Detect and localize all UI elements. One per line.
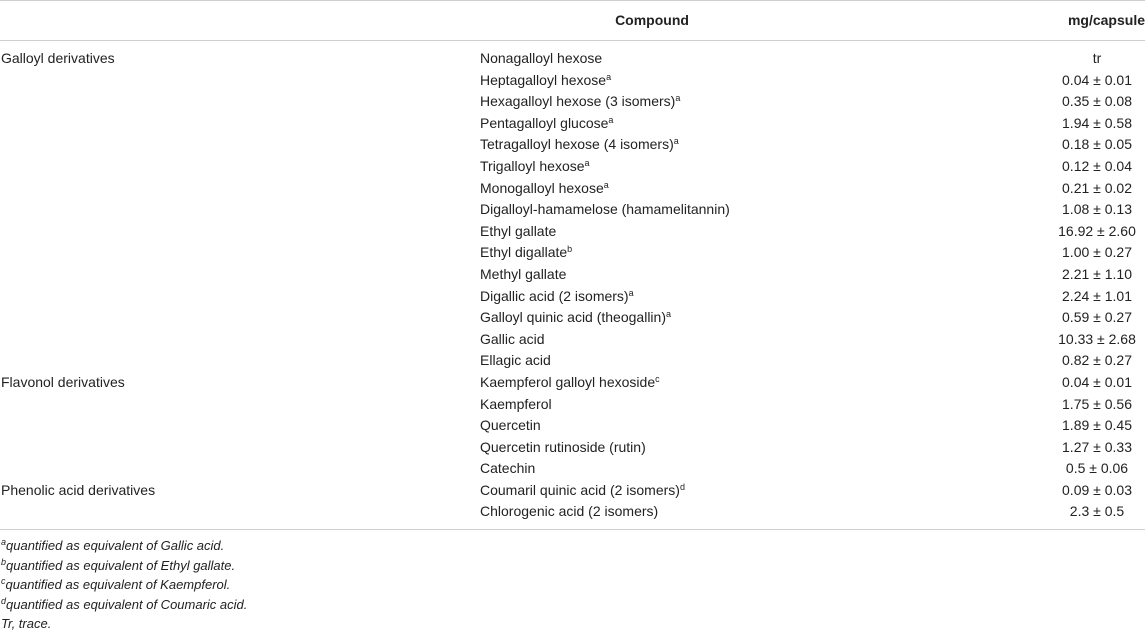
table-row [0, 350, 1145, 372]
footnote-text: Tr, trace. [1, 616, 52, 632]
table-row [0, 372, 1145, 394]
table-row [0, 501, 1145, 523]
row-mg-value: 1.27 ± 0.33 [1062, 438, 1132, 455]
row-mg-value: 0.12 ± 0.04 [1062, 157, 1132, 174]
footnote-mark: b [1, 556, 7, 567]
row-compound [480, 286, 634, 308]
row-compound-name: Trigalloyl hexose [480, 157, 585, 174]
table-row [0, 48, 1145, 70]
row-footnote-mark: a [584, 157, 590, 168]
row-compound [480, 178, 609, 200]
row-compound [480, 372, 660, 394]
row-mg-value: 1.00 ± 0.27 [1062, 244, 1132, 261]
row-compound-name: Monogalloyl hexose [480, 179, 604, 196]
row-compound [480, 91, 680, 113]
table-row [0, 178, 1145, 200]
table-row [0, 242, 1145, 264]
table-row [0, 286, 1145, 308]
row-compound [480, 394, 552, 416]
row-compound-name: Hexagalloyl hexose (3 isomers) [480, 93, 676, 110]
row-compound-name: Kaempferol galloyl hexoside [480, 373, 656, 390]
row-compound [480, 501, 658, 523]
row-compound-name: Methyl gallate [480, 265, 567, 282]
footnote-text: quantified as equivalent of Ethyl gallate. [6, 557, 236, 573]
footnote [1, 595, 247, 615]
row-mg-value: 2.21 ± 1.10 [1062, 265, 1132, 282]
row-compound [480, 350, 551, 372]
table-row [0, 329, 1145, 351]
footnote [1, 614, 247, 634]
row-compound-name: Pentagalloyl glucose [480, 114, 609, 131]
table-row [0, 415, 1145, 437]
footnote [1, 575, 247, 595]
row-compound [480, 48, 602, 70]
row-compound [480, 221, 556, 243]
row-mg-value: 0.82 ± 0.27 [1062, 352, 1132, 369]
row-compound [480, 134, 679, 156]
header-compound: Compound [615, 12, 689, 28]
row-footnote-mark: a [603, 179, 609, 190]
row-compound-name: Ethyl digallate [480, 244, 568, 261]
row-compound-name: Ethyl gallate [480, 222, 557, 239]
row-mg-value: tr [1092, 50, 1102, 66]
row-compound-name: Catechin [480, 460, 536, 477]
row-compound [480, 480, 685, 502]
table-row [0, 199, 1145, 221]
row-mg-value: 0.18 ± 0.05 [1062, 136, 1132, 153]
row-footnote-mark: a [628, 287, 634, 298]
row-mg-value: 0.35 ± 0.08 [1062, 93, 1132, 110]
footnote-mark: a [1, 537, 7, 547]
row-category: Galloyl derivatives [1, 50, 115, 66]
row-mg-value: 2.24 ± 1.01 [1062, 287, 1132, 304]
row-compound [480, 113, 613, 135]
row-compound [480, 242, 572, 264]
row-compound-name: Gallic acid [480, 330, 545, 347]
table-row [0, 307, 1145, 329]
row-compound-name: Digallic acid (2 isomers) [480, 287, 629, 304]
row-category: Flavonol derivatives [1, 373, 125, 390]
row-footnote-mark: a [606, 71, 612, 82]
row-category: Phenolic acid derivatives [1, 481, 156, 498]
row-mg-value: 16.92 ± 2.60 [1058, 222, 1136, 239]
table-bottom-rule [0, 529, 1145, 530]
row-compound-name: Ellagic acid [480, 352, 551, 369]
row-footnote-mark: a [675, 93, 681, 104]
row-compound [480, 329, 545, 351]
row-footnote-mark: a [666, 309, 672, 320]
row-footnote-mark: a [608, 114, 614, 125]
footnote-text: quantified as equivalent of Coumaric acid. [6, 596, 248, 612]
row-compound-name: Quercetin rutinoside (rutin) [480, 438, 646, 455]
row-mg-value: 1.89 ± 0.45 [1062, 417, 1132, 434]
row-compound [480, 199, 730, 221]
footnote-mark: c [1, 576, 6, 587]
row-compound-name: Quercetin [480, 417, 541, 434]
row-compound [480, 156, 590, 178]
table-row [0, 156, 1145, 178]
table-row [0, 134, 1145, 156]
row-compound [480, 437, 646, 459]
footnote [1, 536, 247, 556]
row-footnote-mark: d [679, 481, 685, 492]
footnote-mark: d [1, 595, 7, 606]
table-footnotes [1, 536, 247, 634]
row-compound-name: Digalloyl-hamamelose (hamamelitannin) [480, 201, 730, 218]
row-mg-value: 2.3 ± 0.5 [1069, 503, 1125, 520]
header-mg-per-capsule: mg/capsule [1067, 12, 1145, 28]
row-mg-value: 0.59 ± 0.27 [1062, 309, 1132, 326]
row-compound-name: Chlorogenic acid (2 isomers) [480, 503, 659, 520]
row-compound [480, 307, 671, 329]
row-compound [480, 70, 611, 92]
row-compound [480, 415, 541, 437]
row-mg-value: 1.94 ± 0.58 [1062, 114, 1132, 131]
table-row [0, 480, 1145, 502]
footnote [1, 556, 247, 576]
row-compound [480, 458, 535, 480]
row-mg-value: 0.21 ± 0.02 [1062, 179, 1132, 196]
row-compound-name: Nonagalloyl hexose [480, 50, 603, 66]
table-header [0, 1, 1145, 39]
row-compound-name: Kaempferol [480, 395, 552, 412]
row-compound [480, 264, 566, 286]
table-row [0, 70, 1145, 92]
row-mg-value: 10.33 ± 2.68 [1058, 330, 1136, 347]
row-footnote-mark: a [673, 136, 679, 147]
row-mg-value: 0.09 ± 0.03 [1062, 481, 1132, 498]
row-compound-name: Heptagalloyl hexose [480, 71, 607, 88]
table-row [0, 394, 1145, 416]
table-row [0, 91, 1145, 113]
table-row [0, 113, 1145, 135]
table-row [0, 458, 1145, 480]
row-footnote-mark: b [567, 244, 573, 255]
row-compound-name: Galloyl quinic acid (theogallin) [480, 309, 666, 326]
row-mg-value: 0.04 ± 0.01 [1062, 71, 1132, 88]
footnote-text: quantified as equivalent of Gallic acid. [6, 538, 225, 553]
table-row [0, 264, 1145, 286]
row-mg-value: 0.04 ± 0.01 [1062, 373, 1132, 390]
row-mg-value: 1.08 ± 0.13 [1062, 201, 1132, 218]
table-body [0, 48, 1145, 523]
row-compound-name: Tetragalloyl hexose (4 isomers) [480, 136, 674, 153]
table-row [0, 221, 1145, 243]
footnote-text: quantified as equivalent of Kaempferol. [5, 577, 231, 593]
table-row [0, 437, 1145, 459]
row-mg-value: 0.5 ± 0.06 [1065, 460, 1129, 477]
row-compound-name: Coumaril quinic acid (2 isomers) [480, 481, 680, 498]
row-footnote-mark: c [655, 373, 660, 384]
table-header-rule [0, 40, 1145, 41]
row-mg-value: 1.75 ± 0.56 [1062, 395, 1132, 412]
